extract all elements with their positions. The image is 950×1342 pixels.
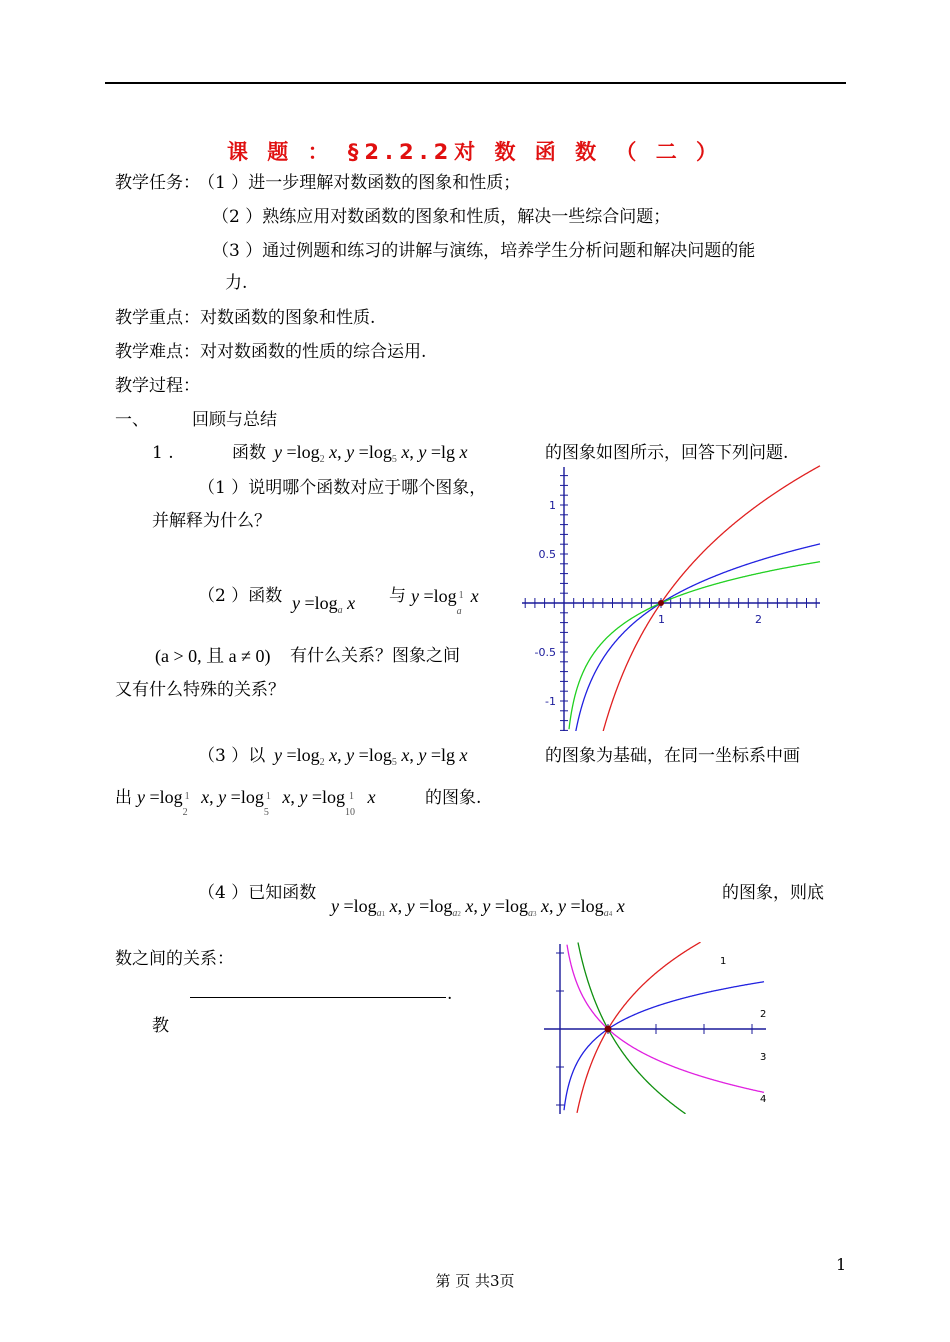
task-item-3-line1: （3 ）通过例题和练习的讲解与演练，培养学生分析问题和解决问题的能	[212, 241, 756, 261]
x-tick-label: 2	[755, 613, 762, 626]
lesson-title: 课 题 ： §2.2.2对 数 函 数 （ 二 ）	[226, 140, 724, 164]
formula-q3-inverse-logs: y =log 1 2 x, y =log 1 5 x, y =log 1 10 x	[137, 787, 376, 818]
q2-lead: （2 ）函数	[198, 586, 283, 606]
q3-line2-trail: 的图象.	[425, 788, 482, 808]
task-item-2: （2 ）熟练应用对数函数的图象和性质，解决一些综合问题；	[212, 207, 671, 227]
curve-label: 1	[720, 956, 727, 967]
tasks-label: 教学任务：	[115, 173, 200, 193]
q4-line2: 数之间的关系：	[115, 949, 234, 969]
q3-lead: （3 ）以	[198, 746, 266, 766]
q4-trail: 的图象，则底	[722, 883, 824, 903]
log-graph-2	[540, 942, 780, 1114]
series-line	[577, 942, 701, 1113]
formula-log-a: $y =\log_a$ x	[292, 593, 356, 616]
formula-three-logs: $y =\log_2$ x, $y =\log_5$ x, y =lg x	[274, 442, 468, 465]
series-line	[569, 562, 820, 730]
formula-q4-logs: $y =\log_{a1}$ x, $y =\log_{a2}$ x, $y =\log_{a3}$ x, $y =\log_{a4}$ x	[331, 896, 625, 919]
page-footer: 第 页 共3页	[435, 1272, 515, 1290]
q2-line3: 又有什么特殊的关系？	[115, 680, 285, 700]
q4-end: .	[447, 984, 453, 1004]
curve-label: 2	[760, 1009, 767, 1020]
curve-label: 3	[760, 1052, 767, 1063]
y-tick-label: -1	[545, 695, 556, 708]
problem-trail: 的图象如图所示，回答下列问题.	[545, 443, 789, 463]
q1-line2: 并解释为什么？	[152, 511, 271, 531]
key-points: 教学重点：对数函数的图象和性质.	[115, 308, 376, 328]
y-tick-label: 1	[549, 499, 556, 512]
log-graph-1	[522, 463, 822, 731]
section-number: 一、	[115, 410, 149, 430]
y-tick-label: -0.5	[534, 646, 556, 659]
jiao-char: 教	[152, 1016, 169, 1036]
x-tick-label: 1	[658, 613, 665, 626]
answer-blank[interactable]	[190, 997, 446, 998]
formula-condition: (a > 0, 且 a ≠ 0)	[155, 646, 271, 666]
task-item-3-line2: 力.	[225, 273, 248, 293]
page-number: 1	[836, 1255, 847, 1274]
task-item-1: （1 ）进一步理解对数函数的图象和性质；	[198, 173, 521, 193]
formula-q3-logs: $y =\log_2$ x, $y =\log_5$ x, y =lg x	[274, 745, 468, 768]
series-line	[578, 943, 686, 1114]
problem-number: 1 .	[152, 443, 174, 463]
series-line	[567, 945, 767, 1093]
header-rule	[105, 82, 846, 84]
formula-log-inv-a: y =log 1 a x	[411, 586, 479, 617]
q1-line1: （1 ）说明哪个函数对应于哪个图象，	[198, 478, 487, 498]
y-tick-label: 0.5	[538, 548, 556, 561]
q2-cond-text: 有什么关系？图象之间	[290, 646, 460, 666]
q3-line2-lead: 出	[115, 788, 132, 808]
intersection-point	[605, 1026, 612, 1033]
curve-label: 4	[760, 1094, 767, 1105]
series-line	[564, 982, 767, 1110]
section-title: 回顾与总结	[192, 410, 277, 430]
difficulties: 教学难点：对对数函数的性质的综合运用.	[115, 342, 427, 362]
q2-mid: 与	[389, 586, 406, 606]
q4-lead: （4 ）已知函数	[198, 883, 317, 903]
process-label: 教学过程：	[115, 376, 200, 396]
q3-trail: 的图象为基础，在同一坐标系中画	[545, 746, 800, 766]
intersection-point	[658, 600, 664, 606]
problem-lead: 函数	[232, 443, 266, 463]
